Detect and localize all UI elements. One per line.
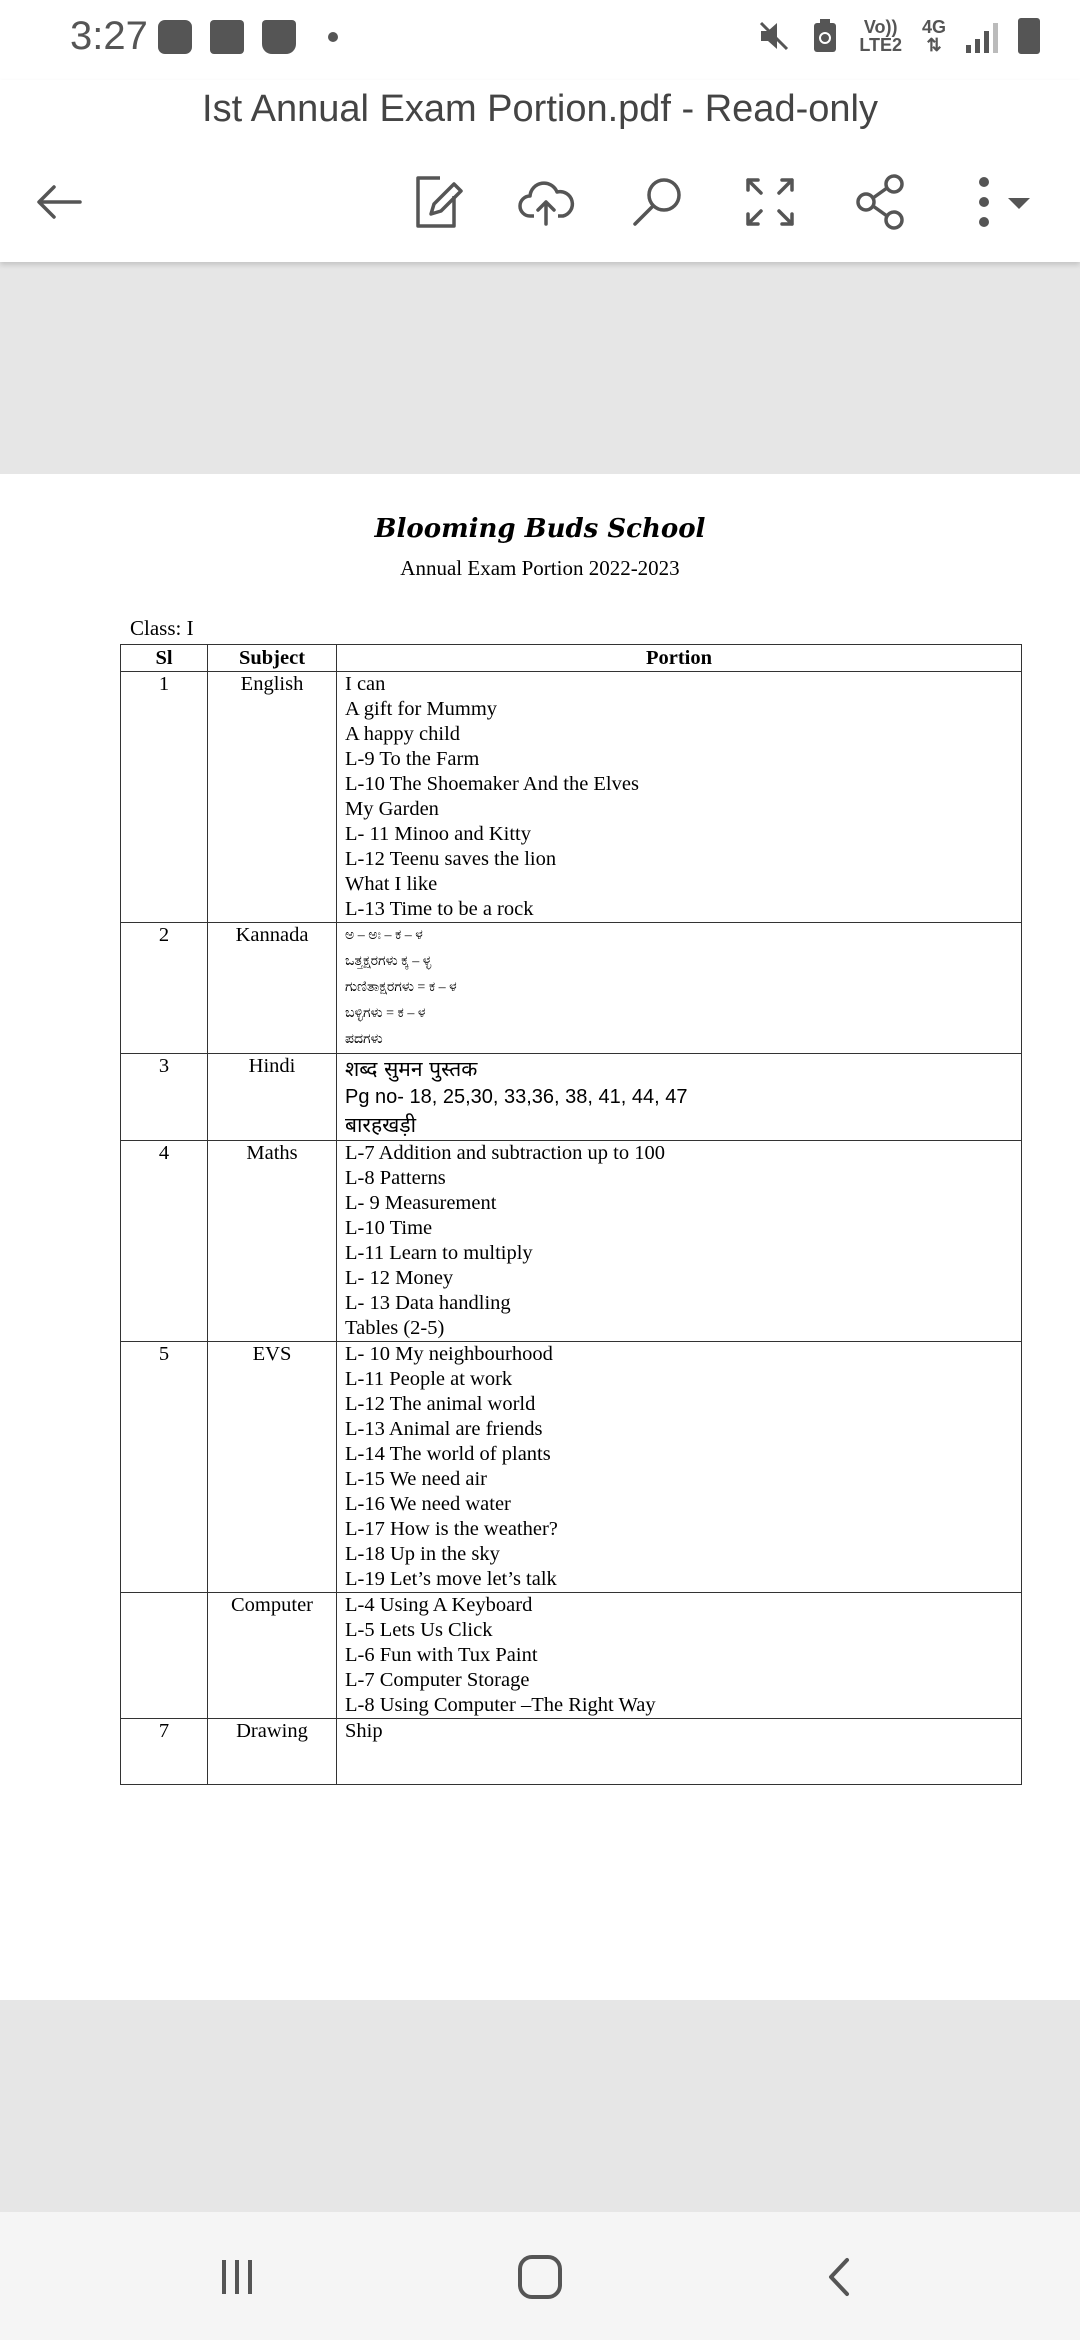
class-label: Class: I [130,616,194,640]
system-status-icons [757,18,1040,54]
portion-line: L-18 Up in the sky [345,1543,500,1565]
row-subject: EVS [208,1342,337,1593]
back-button[interactable] [20,162,100,242]
row-portion [337,1054,1022,1141]
upload-button[interactable] [506,162,586,242]
row-portion [337,1141,1022,1342]
search-icon [626,170,690,234]
row-portion [337,1593,1022,1719]
portion-line: A gift for Mummy [345,698,498,720]
portion-line: शब्द सुमन पुस्तक [345,1057,478,1081]
header-subject: Subject [208,645,337,672]
pdf-page[interactable] [0,474,1080,2000]
portion-line: ಗುಣಿತಾಕ್ಷರಗಳು = ಕ – ಳ [345,980,457,995]
row-subject: Hindi [208,1054,337,1141]
row-portion [337,923,1022,1054]
row-sl [121,1593,208,1719]
portion-line: L-15 We need air [345,1468,487,1490]
search-button[interactable] [618,162,698,242]
fullscreen-icon [738,170,802,234]
youtube-icon [158,20,192,54]
portion-line: L-8 Patterns [345,1167,446,1189]
table-row [121,1141,1022,1342]
portion-line: L-13 Animal are friends [345,1418,543,1440]
portion-line: L-14 The world of plants [345,1443,551,1465]
battery-icon [1018,18,1040,54]
portion-line: Ship [345,1720,383,1742]
header-sl: Sl [121,645,208,672]
table-row [121,1593,1022,1719]
cloud-upload-icon [514,170,578,234]
recent-apps-button[interactable] [197,2242,277,2312]
portion-line: ಪದಗಳು [345,1032,383,1047]
row-sl: 1 [121,672,208,923]
recent-apps-icon [212,2252,262,2302]
row-subject: Drawing [208,1719,337,1785]
home-button[interactable] [500,2242,580,2312]
row-portion [337,1342,1022,1593]
portion-line: L-10 Time [345,1217,433,1239]
row-subject: English [208,672,337,923]
portion-line: L-17 How is the weather? [345,1518,558,1540]
portion-line: ಬಳ್ಳಿಗಳು = ಕ – ಳ [345,1006,426,1021]
portion-line: ಒತ್ತಕ್ಷರಗಳು ಕ್ಕ – ಳ್ಳ [345,954,432,969]
portion-line: I can [345,673,386,695]
portion-line: What I like [345,873,438,895]
table-row [121,923,1022,1054]
portion-line: Pg no- 18, 25,30, 33,36, 38, 41, 44, 47 [345,1086,688,1108]
more-notifications-icon [328,32,338,42]
row-subject: Kannada [208,923,337,1054]
portion-line: L- 9 Measurement [345,1192,497,1214]
portion-line: A happy child [345,723,461,745]
portion-line: L- 11 Minoo and Kitty [345,823,532,845]
portion-line: L-19 Let’s move let’s talk [345,1568,557,1590]
data-saver-icon [811,18,839,54]
row-sl: 5 [121,1342,208,1593]
status-time: 3:27 [70,14,148,58]
table-row [121,1719,1022,1785]
portion-line: L-11 Learn to multiply [345,1242,533,1264]
portion-table [120,644,1022,1785]
share-button[interactable] [840,162,920,242]
row-subject: Computer [208,1593,337,1719]
portion-line: L-13 Time to be a rock [345,898,534,920]
more-icon [970,170,1050,234]
table-row [121,1342,1022,1593]
shopping-bag-icon [262,20,296,54]
portion-line: L-12 The animal world [345,1393,536,1415]
more-options-button[interactable] [960,162,1060,242]
home-icon [512,2249,568,2305]
exam-subtitle: Annual Exam Portion 2022-2023 [400,556,680,580]
calendar-icon [210,20,244,54]
table-row [121,1054,1022,1141]
back-icon [815,2252,865,2302]
portion-line: L-16 We need water [345,1493,511,1515]
portion-line: L-7 Computer Storage [345,1669,530,1691]
row-sl: 7 [121,1719,208,1785]
portion-line: L-6 Fun with Tux Paint [345,1644,538,1666]
row-subject: Maths [208,1141,337,1342]
fullscreen-button[interactable] [730,162,810,242]
portion-line: L-7 Addition and subtraction up to 100 [345,1142,665,1164]
edit-button[interactable] [396,162,476,242]
volte-indicator: Vo)) LTE2 [859,17,902,55]
table-header-row [121,645,1022,672]
portion-line: L-5 Lets Us Click [345,1619,493,1641]
row-portion [337,1719,1022,1785]
signal-icon [966,19,998,53]
portion-line: L-11 People at work [345,1368,513,1390]
app-bar [0,80,1080,262]
portion-line: Tables (2-5) [345,1317,445,1339]
portion-line: L- 12 Money [345,1267,454,1289]
system-nav-bar [0,2212,1080,2340]
network-type: 4G ⇅ [921,17,946,55]
header-portion: Portion [337,645,1022,672]
status-bar [0,0,1080,80]
school-name: Blooming Buds School [374,514,706,544]
row-sl: 3 [121,1054,208,1141]
row-sl: 4 [121,1141,208,1342]
share-icon [848,170,912,234]
back-nav-button[interactable] [800,2242,880,2312]
portion-line: L-8 Using Computer –The Right Way [345,1694,656,1716]
portion-line: L- 13 Data handling [345,1292,511,1314]
portion-line: L- 10 My neighbourhood [345,1343,553,1365]
notification-icons [158,20,338,54]
row-portion [337,672,1022,923]
portion-line: L-10 The Shoemaker And the Elves [345,773,639,795]
portion-line: बारहखड़ी [345,1113,417,1137]
document-title: Ist Annual Exam Portion.pdf - Read-only [202,88,878,130]
mute-icon [757,19,791,53]
back-arrow-icon [28,170,92,234]
portion-line: L-12 Teenu saves the lion [345,848,557,870]
row-sl: 2 [121,923,208,1054]
edit-icon [404,170,468,234]
portion-line: My Garden [345,798,439,820]
portion-line: L-4 Using A Keyboard [345,1594,533,1616]
portion-line: L-9 To the Farm [345,748,480,770]
table-row [121,672,1022,923]
portion-line: ಅ – ಅಃ – ಕ – ಳ [345,928,423,943]
